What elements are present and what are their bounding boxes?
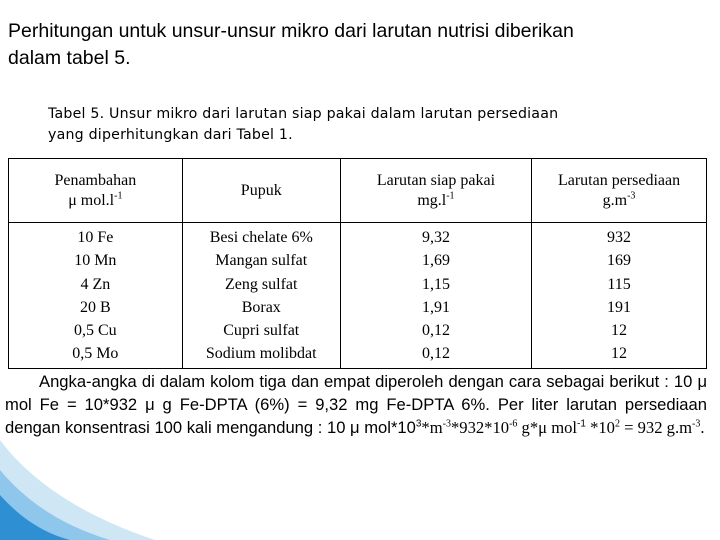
table-cell: 0,5 Mo [72,345,119,363]
header-pupuk: Pupuk [182,159,340,223]
table-cell: 20 B [79,298,111,316]
header-larutan-persediaan: Larutan persediaan $g.m^{-3}$ [532,159,707,223]
table-cell: 0,12 [421,345,450,363]
table-cell: 10 Mn [74,252,117,270]
table-cell: Mangan sulfat [215,252,308,270]
column-penambahan [9,223,183,369]
column-pupuk [182,223,340,369]
decorative-blue-wave [0,440,160,540]
intro-line-1: Perhitungan untuk unsur-unsur mikro dari larutan nutrisi diberikan [8,20,574,42]
intro-line-2: dalam tabel 5. [8,47,131,69]
column-larutan-persediaan [532,223,707,369]
table-cell: 932 [607,229,632,246]
table-cell: 12 [611,345,628,363]
table-cell: Besi chelate 6% [209,229,313,246]
table-cell: 0,12 [421,322,450,340]
table-cell: 169 [607,252,632,270]
table-cell: Zeng sulfat [225,275,298,293]
explanation-paragraph: Angka-angka di dalam kolom tiga dan empat diperoleh dengan cara sebagai berikut : 10 μ mol Fe = 10*932 μ g Fe-DPTA (6%) = 9,32 mg Fe-DPTA 6%. Per liter larutan persediaan dengan konsentrasi 100 kali mengandung : 10 μ $mol*10^3*m^{-3}*932*10^{-6}$ g*μ mol$^{-1}$ $*10^2 = 932$ $g.m^{-3}$. [5,372,707,437]
table-cell: 12 [611,322,628,340]
table-cell: Borax [241,298,281,316]
header-penambahan: Penambahan μ $mol.l^{-1}$ [9,159,183,223]
table-cell: 1,91 [421,298,450,316]
caption-line-2: yang diperhitungkan dari Tabel 1. [48,127,293,143]
table-cell: 1,15 [421,275,450,293]
paragraph-text-1: Angka-angka di dalam kolom tiga dan empat diperoleh dengan cara sebagai berikut : 10 μ mol Fe = 10*932 μ g Fe-DPTA (6%) = 9,32 mg Fe-DPTA 6%. Per liter larutan persediaan dengan konsentrasi 100 kali mengandung : 10 μ mol*10 [5,372,707,437]
table-caption [48,104,688,146]
caption-line-1: Tabel 5. Unsur mikro dari larutan siap pakai dalam larutan persediaan [48,106,559,122]
table-cell: 9,32 [421,229,450,246]
table-cell: 1,69 [421,252,450,270]
table-body-row [9,223,707,369]
intro-text [8,18,714,72]
table-cell: 191 [607,298,632,316]
table-cell: 115 [607,275,631,293]
header-larutan-siap-pakai: Larutan siap pakai $mg.l^{-1}$ [340,159,531,223]
table-cell: Cupri sulfat [223,322,300,340]
table-cell: 0,5 Cu [73,322,117,340]
table-cell: 10 Fe [77,229,114,246]
table-cell: 4 Zn [80,275,111,293]
table-cell: Sodium molibdat [205,345,317,363]
column-larutan-siap-pakai [340,223,531,369]
micro-elements-table [8,158,707,369]
table-header-row [9,159,707,223]
